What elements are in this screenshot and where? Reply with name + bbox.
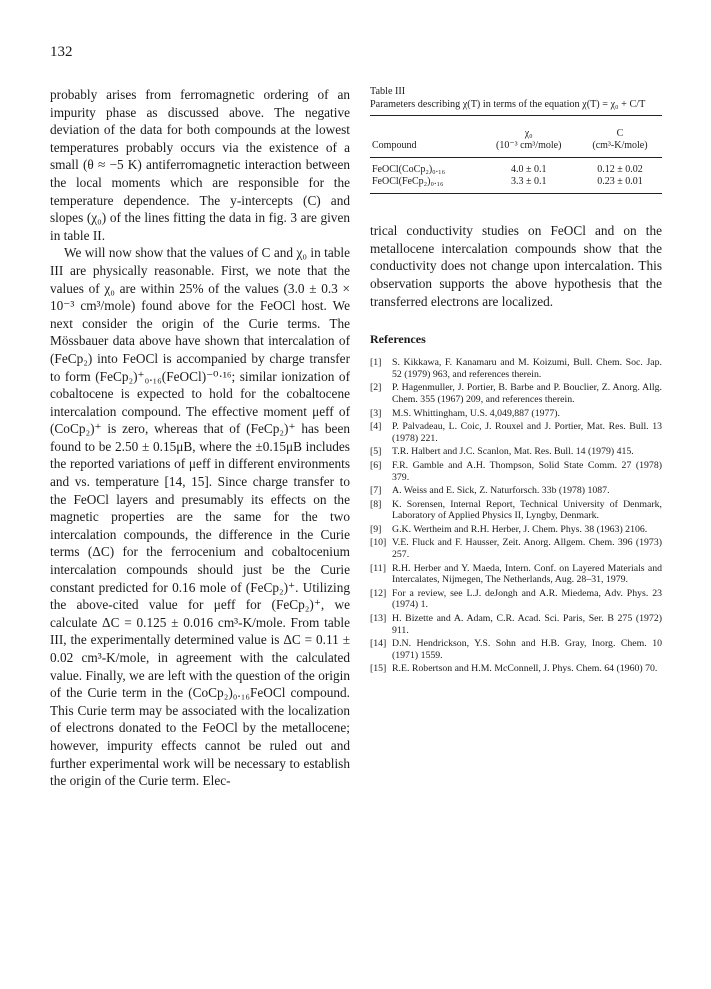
reference-number: [14] [370, 638, 387, 650]
reference-text: M.S. Whittingham, U.S. 4,049,887 (1977). [392, 407, 561, 419]
reference-item [370, 588, 662, 611]
table-row [370, 158, 662, 177]
table-label: Table III [370, 86, 406, 97]
reference-number: [9] [370, 523, 382, 535]
reference-number: [1] [370, 357, 382, 369]
reference-number: [12] [370, 587, 387, 599]
table-header-top: C [578, 116, 662, 141]
parameters-table [370, 115, 662, 194]
reference-item [370, 408, 662, 420]
reference-item [370, 485, 662, 497]
reference-text: R.H. Herber and Y. Maeda, Intern. Conf. on Layered Materials and Intercalates, Nijmegen, The Netherlands, Aug. 28–31, 1979. [392, 562, 662, 586]
reference-item [370, 446, 662, 458]
references-list [370, 357, 662, 675]
right-column [370, 86, 662, 677]
reference-item [370, 382, 662, 405]
table-cell-c: 0.23 ± 0.01 [578, 176, 662, 194]
reference-text: F.R. Gamble and A.H. Thompson, Solid State Comm. 27 (1978) 379. [392, 459, 662, 483]
reference-number: [15] [370, 663, 387, 675]
body-paragraph: trical conductivity studies on FeOCl and on the metallocene intercalation compounds show that the conductivity does not change upon intercalation. This observation supports the above hypothesis that the transferred electrons are localized. [370, 223, 662, 309]
reference-number: [3] [370, 407, 382, 419]
left-column [50, 86, 350, 790]
reference-number: [13] [370, 613, 387, 625]
reference-number: [5] [370, 446, 382, 458]
table-cell-compound: FeOCl(FeCp₂)₀.₁₆ [370, 176, 479, 194]
table-caption [370, 86, 662, 111]
table-header-top: χ₀ [479, 116, 578, 141]
reference-item [370, 563, 662, 586]
reference-text: P. Hagenmuller, J. Portier, B. Barbe and P. Bouclier, Z. Anorg. Allg. Chem. 355 (1967) 209, and references therein. [392, 382, 662, 405]
reference-text: T.R. Halbert and J.C. Scanlon, Mat. Res. Bull. 14 (1979) 415. [392, 446, 634, 458]
table-description: Parameters describing χ(T) in terms of the equation χ(T) = χ₀ + C/T [370, 98, 646, 110]
reference-item [370, 524, 662, 536]
reference-text: P. Palvadeau, L. Coic, J. Rouxel and J. Portier, Mat. Res. Bull. 13 (1978) 221. [392, 421, 662, 444]
reference-text: D.N. Hendrickson, Y.S. Sohn and H.B. Gray, Inorg. Chem. 10 (1971) 1559. [392, 638, 662, 661]
table-header-top [370, 116, 479, 141]
reference-item [370, 421, 662, 444]
reference-item [370, 663, 662, 675]
reference-number: [7] [370, 485, 382, 497]
reference-item [370, 357, 662, 380]
reference-text: For a review, see L.J. deJongh and A.R. Miedema, Adv. Phys. 23 (1974) 1. [392, 587, 662, 611]
body-paragraph: probably arises from ferromagnetic ordering of an impurity phase as discussed above. The negative deviation of the data for both compounds at the lowest temperatures probably occurs via the existence of a small (θ ≈ −5 K) antiferromagnetic interaction between the local moments which are responsible for the temperature dependence. The y-intercepts (C) and slopes (χ₀) of the lines fitting the data in fig. 3 are given in table II. [50, 87, 350, 243]
references-heading: References [370, 332, 426, 347]
reference-number: [10] [370, 537, 387, 549]
table-header-bottom: Compound [370, 140, 479, 158]
table-row [370, 176, 662, 194]
reference-number: [2] [370, 382, 382, 394]
table-cell-c: 0.12 ± 0.02 [597, 164, 643, 176]
reference-text: A. Weiss and E. Sick, Z. Naturforsch. 33b (1978) 1087. [392, 485, 610, 497]
reference-item [370, 460, 662, 483]
reference-text: R.E. Robertson and H.M. McConnell, J. Phys. Chem. 64 (1960) 70. [392, 663, 658, 675]
reference-number: [6] [370, 459, 382, 471]
page-number: 132 [50, 44, 73, 60]
reference-number: [4] [370, 421, 382, 433]
reference-text: V.E. Fluck and F. Hausser, Zeit. Anorg. Allgem. Chem. 396 (1973) 257. [392, 537, 662, 561]
reference-text: G.K. Wertheim and R.H. Herber, J. Chem. Phys. 38 (1963) 2106. [392, 523, 648, 535]
reference-item [370, 499, 662, 522]
reference-number: [11] [370, 562, 386, 574]
reference-text: S. Kikkawa, F. Kanamaru and M. Koizumi, Bull. Chem. Soc. Jap. 52 (1979) 963, and references therein. [392, 357, 662, 380]
table-cell-chi0: 4.0 ± 0.1 [510, 164, 547, 176]
body-paragraph: We will now show that the values of C and χ₀ in table III are physically reasonable. First, we note that the values of χ₀ are within 25% of the values (3.0 ± 0.3 × 10⁻³ cm³/mole) found above for the FeOCl host. We next consider the origin of the Curie terms. The Mössbauer data above have shown that intercalation of (FeCp₂) into FeOCl is accompanied by charge transfer to form (FeCp₂)⁺₀.₁₆(FeOCl)⁻⁰·¹⁶; similar ionization of cobaltocene is expected to hold for the cobaltocene intercalation compound. The effective moment μeff of (CoCp₂)⁺ is zero, whereas that of (FeCp₂)⁺ has been found to be 2.50 ± 0.15μB, where the ±0.15μB includes the reported variations of μeff in different environments and vs. temperature [14, 15]. Since charge transfer to the FeOCl layers and presumably its effects on the magnetic properties are the same for the two intercalation compounds, the difference in the Curie terms (ΔC) for the ferrocenium and cobaltocenium intercalation compounds should just be the Curie constant predicted for 0.16 mole of (FeCp₂)⁺. Utilizing the above-cited value for μeff for (FeCp₂)⁺, we calculate ΔC = 0.125 ± 0.016 cm³-K/mole. From table III, the experimentally determined value is ΔC = 0.11 ± 0.02 cm³-K/mole, in agreement with the calculated value. Finally, we are left with the question of the origin of the Curie term in the (CoCp₂)₀.₁₆FeOCl compound. This Curie term may be associated with the localization of electrons donated to the FeOCl by the metallocene; however, impurity effects cannot be ruled out and further experimental work will be necessary to establish the origin of the Curie term. Elec- [50, 245, 350, 789]
reference-number: [8] [370, 498, 382, 510]
reference-item [370, 613, 662, 636]
continuation-text [370, 222, 662, 310]
table-header-bottom: (cm³-K/mole) [578, 140, 662, 158]
reference-item [370, 638, 662, 661]
reference-text: K. Sorensen, Internal Report, Technical University of Denmark, Laboratory of Applied Physics II, Lyngby, Denmark. [392, 498, 662, 522]
reference-text: H. Bizette and A. Adam, C.R. Acad. Sci. Paris, Ser. B 275 (1972) 911. [392, 613, 662, 636]
reference-item [370, 537, 662, 560]
table-cell-chi0: 3.3 ± 0.1 [479, 176, 578, 194]
table-cell-compound: FeOCl(CoCp₂)₀.₁₆ [372, 164, 446, 176]
table-header-bottom: (10⁻³ cm³/mole) [479, 140, 578, 158]
